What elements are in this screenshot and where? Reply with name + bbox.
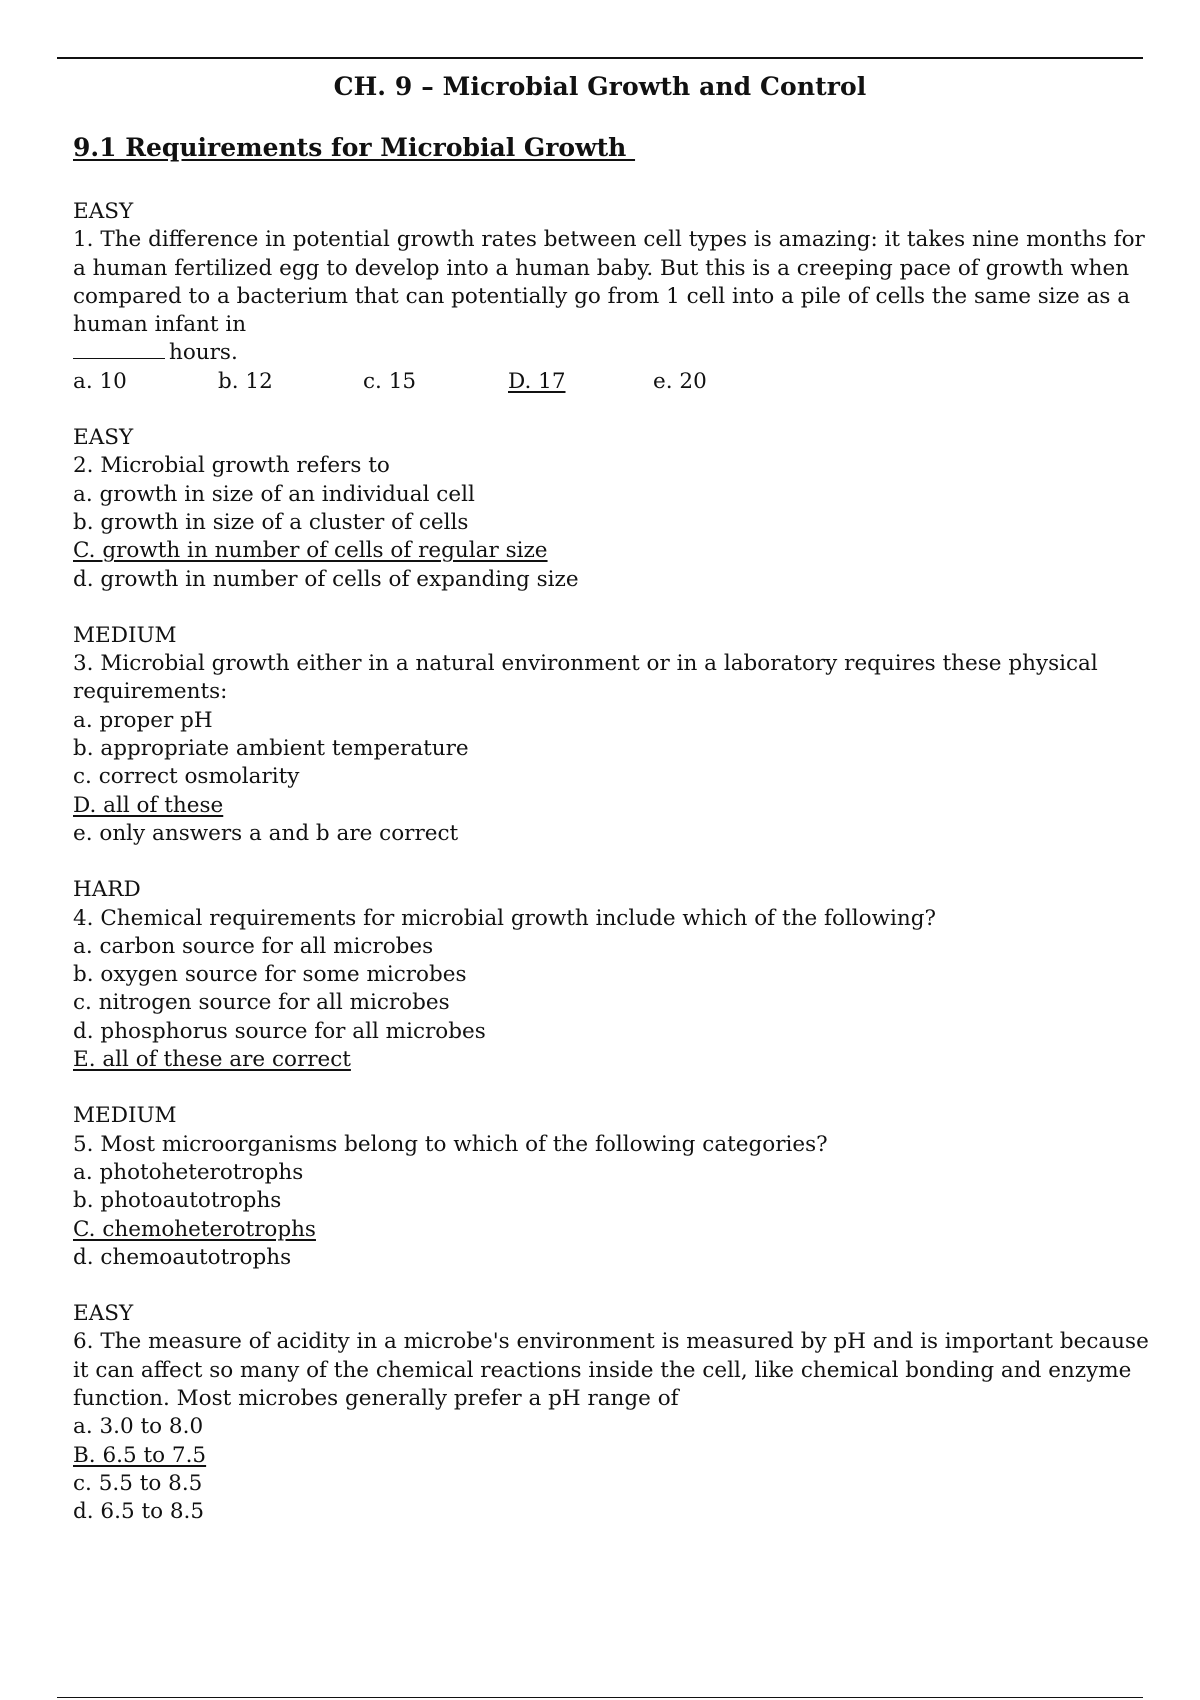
choice-a: a. photoheterotrophs (73, 1159, 304, 1185)
question-6 (73, 1300, 1158, 1526)
choice-d: d. 6.5 to 8.5 (73, 1499, 205, 1525)
choice-a: a. 10 (73, 368, 127, 394)
choice-b: b. oxygen source for some microbes (73, 962, 467, 988)
question-stem (73, 226, 1158, 367)
question-stem-text: 1. The difference in potential growth rates between cell types is amazing: it takes nine months for a human fertilized egg to develop into a human baby. But this is a creeping pace of growth when compared to a bacterium that can potentially go from 1 cell into a pile of cells the same size as a human infant in (73, 227, 1145, 338)
question-3 (73, 622, 1158, 848)
question-stem: 5. Most microorganisms belong to which of the following categories? (73, 1131, 828, 1157)
top-rule (57, 57, 1143, 59)
choice-d: d. chemoautotrophs (73, 1244, 292, 1270)
choice-c: c. 15 (363, 368, 417, 394)
difficulty-label: EASY (73, 425, 134, 451)
choice-b: b. growth in size of a cluster of cells (73, 509, 469, 535)
choice-b: b. 12 (218, 368, 273, 394)
choice-e-correct: E. all of these are correct (73, 1047, 351, 1073)
choice-a: a. 3.0 to 8.0 (73, 1414, 204, 1440)
difficulty-label: MEDIUM (73, 1103, 177, 1129)
document-title: CH. 9 – Microbial Growth and Control (333, 72, 867, 101)
question-stem: 2. Microbial growth refers to (73, 453, 390, 479)
choice-e: e. only answers a and b are correct (73, 820, 459, 846)
question-list (73, 198, 1158, 1554)
choice-c-correct: C. chemoheterotrophs (73, 1216, 316, 1242)
choice-d-correct: D. all of these (73, 792, 224, 818)
choice-b: b. appropriate ambient temperature (73, 736, 469, 762)
choice-d-correct: D. 17 (508, 368, 566, 394)
section-heading: 9.1 Requirements for Microbial Growth (73, 133, 636, 162)
difficulty-label: HARD (73, 877, 141, 903)
answer-blank (73, 342, 165, 359)
choice-d: d. phosphorus source for all microbes (73, 1018, 486, 1044)
difficulty-label: EASY (73, 1301, 134, 1327)
choice-row (73, 368, 1158, 396)
choice-c: c. correct osmolarity (73, 764, 300, 790)
question-5 (73, 1102, 1158, 1272)
difficulty-label: EASY (73, 199, 134, 224)
choice-e: e. 20 (653, 368, 707, 394)
question-stem: 3. Microbial growth either in a natural environment or in a laboratory requires these physical requirements: (73, 651, 1098, 705)
choice-b-correct: B. 6.5 to 7.5 (73, 1442, 207, 1468)
question-stem: 4. Chemical requirements for microbial growth include which of the following? (73, 905, 937, 931)
question-1 (73, 198, 1158, 396)
choice-c: c. nitrogen source for all microbes (73, 990, 450, 1016)
choice-a: a. carbon source for all microbes (73, 933, 434, 959)
choice-c-correct: C. growth in number of cells of regular size (73, 538, 548, 564)
difficulty-label: MEDIUM (73, 622, 177, 648)
choice-b: b. photoautotrophs (73, 1188, 282, 1214)
question-2 (73, 424, 1158, 594)
choice-d: d. growth in number of cells of expanding size (73, 566, 579, 592)
choice-c: c. 5.5 to 8.5 (73, 1470, 203, 1496)
question-4 (73, 876, 1158, 1074)
question-stem-suffix: hours. (169, 340, 238, 366)
bottom-rule (57, 1697, 1143, 1698)
choice-a: a. proper pH (73, 707, 213, 733)
question-stem: 6. The measure of acidity in a microbe's environment is measured by pH and is important because it can affect so many of the chemical reactions inside the cell, like chemical bonding and enzyme function. Most microbes generally prefer a pH range of (73, 1329, 1149, 1411)
choice-a: a. growth in size of an individual cell (73, 481, 475, 507)
